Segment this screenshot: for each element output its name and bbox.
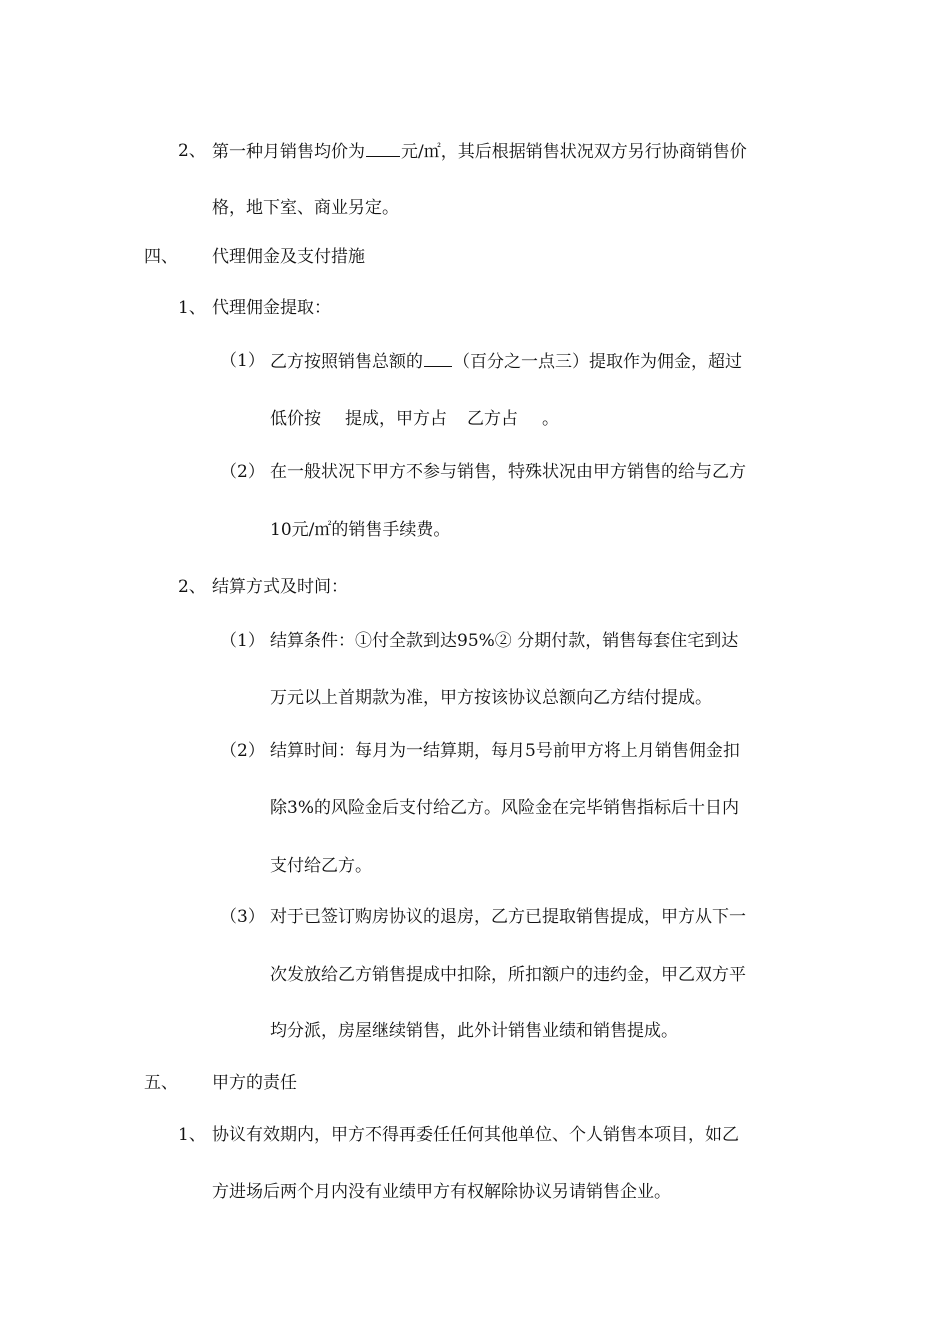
text-run: 。 [542, 409, 559, 429]
text-run: （百分之一点三）提取作为佣金，超过 [453, 352, 742, 372]
paragraph-line [270, 408, 559, 430]
section-number: 五、 [144, 1073, 178, 1093]
sub-item-number: （1） [220, 631, 265, 651]
fill-in-blank [366, 140, 400, 157]
paragraph-line [270, 350, 742, 372]
paragraph-line: 在一般状况下甲方不参与销售，特殊状况由甲方销售的给与乙方 [270, 462, 746, 482]
sub-item-number: （1） [220, 351, 265, 371]
item-number: 1、 [178, 1125, 206, 1145]
item-number: 2、 [178, 577, 206, 597]
item-title: 结算方式及时间： [212, 577, 348, 597]
fill-in-blank [424, 350, 452, 367]
item-title: 代理佣金提取： [212, 298, 331, 318]
paragraph-line: 格，地下室、商业另定。 [212, 198, 399, 218]
item-number: 1、 [178, 298, 206, 318]
text-run: 低价按 [270, 409, 321, 429]
text-run: 乙方占 [467, 409, 518, 429]
paragraph-line: 对于已签订购房协议的退房，乙方已提取销售提成，甲方从下一 [270, 907, 746, 927]
text-run: 第一种月销售均价为 [212, 142, 365, 162]
text-run: 提成，甲方占 [345, 409, 447, 429]
sub-item-number: （2） [220, 741, 265, 761]
item-number: 2、 [178, 141, 206, 161]
paragraph-line: 支付给乙方。 [270, 856, 372, 876]
text-run: 元/㎡，其后根据销售状况双方另行协商销售价 [401, 142, 747, 162]
paragraph-line: 协议有效期内，甲方不得再委任任何其他单位、个人销售本项目，如乙 [212, 1125, 739, 1145]
sub-item-number: （3） [220, 907, 265, 927]
paragraph-line [212, 140, 747, 162]
paragraph-line: 结算条件：①付全款到达95%② 分期付款，销售每套住宅到达 [270, 631, 739, 651]
paragraph-line: 万元以上首期款为准，甲方按该协议总额向乙方结付提成。 [270, 688, 712, 708]
paragraph-line: 结算时间：每月为一结算期，每月5号前甲方将上月销售佣金扣 [270, 741, 740, 761]
paragraph-line: 除3%的风险金后支付给乙方。风险金在完毕销售指标后十日内 [270, 798, 739, 818]
section-number: 四、 [144, 247, 178, 267]
paragraph-line: 次发放给乙方销售提成中扣除，所扣额户的违约金，甲乙双方平 [270, 965, 746, 985]
paragraph-line: 均分派，房屋继续销售，此外计销售业绩和销售提成。 [270, 1021, 678, 1041]
section-title: 甲方的责任 [212, 1073, 297, 1093]
paragraph-line: 方进场后两个月内没有业绩甲方有权解除协议另请销售企业。 [212, 1182, 671, 1202]
paragraph-line: 10元/㎡的销售手续费。 [270, 520, 451, 540]
text-run: 乙方按照销售总额的 [270, 352, 423, 372]
section-title: 代理佣金及支付措施 [212, 247, 365, 267]
sub-item-number: （2） [220, 462, 265, 482]
